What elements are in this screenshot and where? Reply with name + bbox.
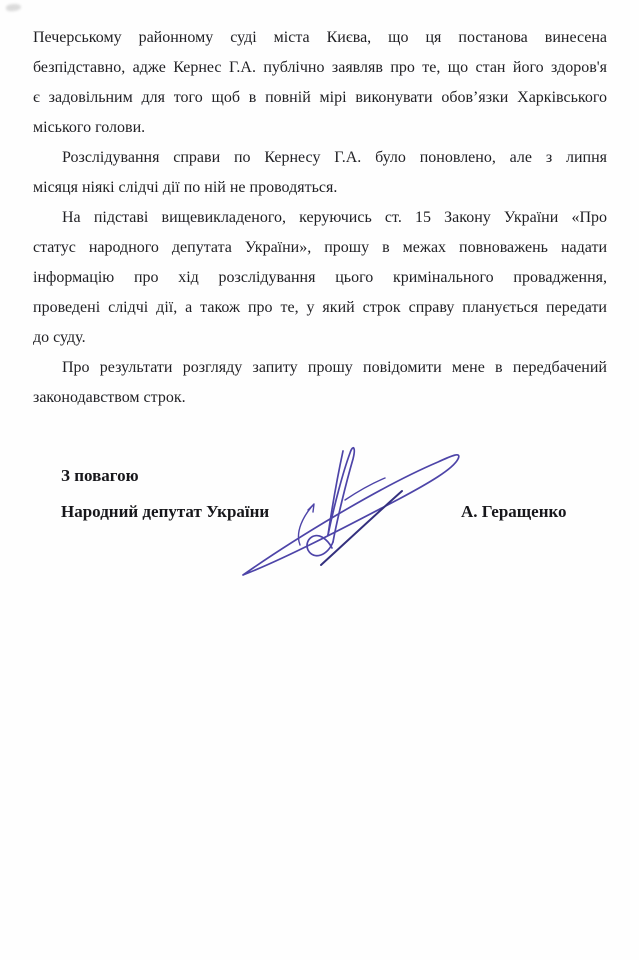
text-line: Печерському районному суді міста Києва, що ця постанова винесена: [33, 29, 607, 46]
text-line: статус народного депутата України», прошу в межах повноважень надати: [33, 239, 607, 256]
text-line: до суду.: [33, 329, 86, 346]
text-line: Розслідування справи по Кернесу Г.А. було поновлено, але з липня: [62, 149, 607, 166]
text-line: міського голови.: [33, 119, 146, 136]
signer-title: Народний депутат України: [61, 502, 270, 521]
closing-salutation: З повагою: [61, 466, 139, 485]
text-line: проведені слідчі дії, а також про те, у який строк справу планується передати: [33, 299, 607, 316]
text-line: На підставі вищевикладеного, керуючись ст. 15 Закону України «Про: [62, 209, 607, 226]
text-line: є задовільним для того щоб в повній мірі виконувати обов’язки Харківського: [33, 89, 607, 106]
text-line: Про результати розгляду запиту прошу повідомити мене в передбачений: [62, 359, 607, 376]
signer-name: А. Геращенко: [461, 502, 567, 521]
text-line: законодавством строк.: [33, 389, 186, 406]
scan-artifact: [6, 3, 22, 12]
text-line: безпідставно, адже Кернес Г.А. публічно заявляв про те, що стан його здоров'я: [33, 59, 607, 76]
text-line: інформацію про хід розслідування цього кримінального провадження,: [33, 269, 607, 286]
text-line: місяця ніякі слідчі дії по ній не проводяться.: [33, 179, 338, 196]
letter-body: [33, 23, 607, 413]
signature-ink: [195, 438, 475, 588]
